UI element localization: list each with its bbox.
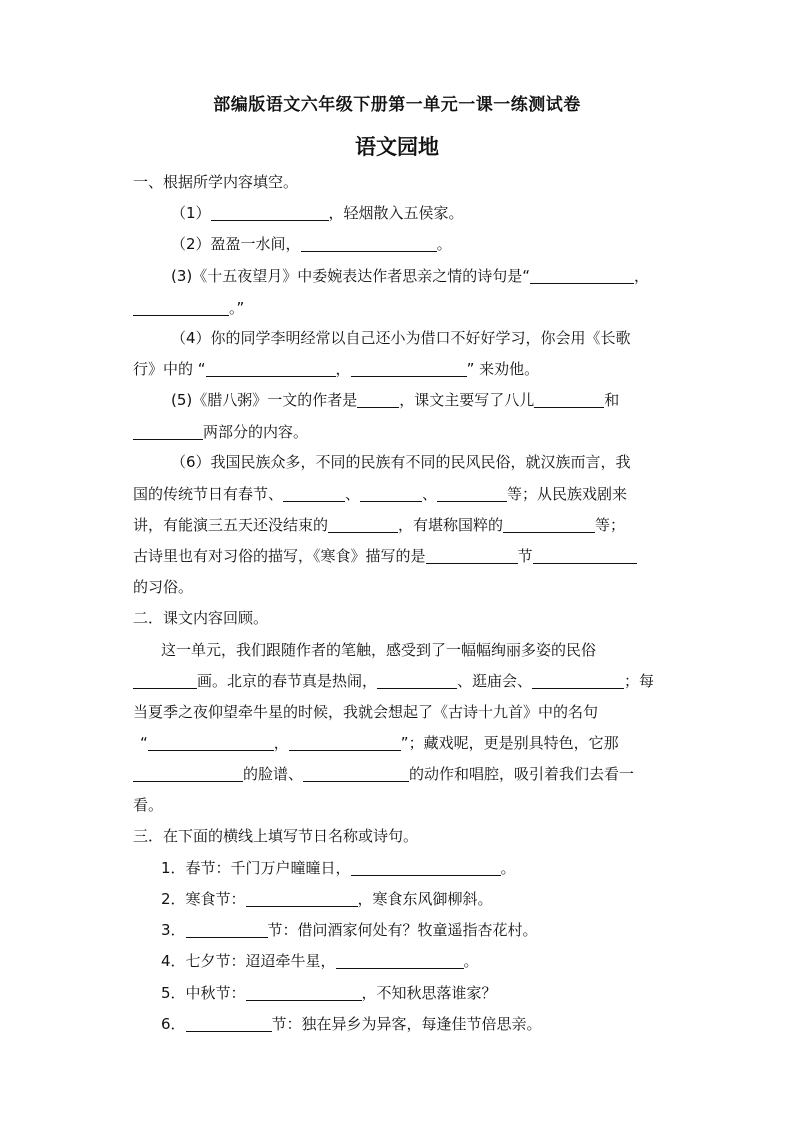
question-6: （6）我国民族众多，不同的民族有不同的民风民俗，就汉族而言，我: [171, 453, 631, 471]
blank[interactable]: [303, 765, 409, 782]
exam-title: 部编版语文六年级下册第一单元一课一练测试卷: [213, 95, 581, 115]
question-6-line2: 国的传统节日有春节、 、 、 等；从民族戏剧来: [133, 485, 628, 503]
blank[interactable]: [533, 547, 637, 564]
blank[interactable]: [246, 984, 362, 1001]
blank[interactable]: [437, 485, 507, 502]
blank[interactable]: [301, 235, 437, 252]
question-5: (5)《腊八粥》一文的作者是 ，课文主要写了八儿 和: [171, 391, 620, 409]
blank[interactable]: [532, 672, 624, 689]
blank[interactable]: [133, 672, 197, 689]
section3-heading: 三．在下面的横线上填写节日名称或诗句。: [133, 827, 419, 845]
question-3: (3)《十五夜望月》中委婉表达作者思亲之情的诗句是“ ，: [171, 267, 650, 285]
blank[interactable]: [133, 765, 243, 782]
blank[interactable]: [186, 1015, 272, 1032]
poem-item-4: 4．七夕节：迢迢牵牛星， 。: [161, 952, 479, 970]
poem-item-3: 3． 节：借问酒家何处有？牧童遥指杏花村。: [161, 921, 538, 939]
question-3-cont: 。”: [133, 298, 244, 318]
question-1: （1） ，轻烟散入五侯家。: [171, 204, 464, 222]
section2-line5: 的脸谱、 的动作和唱腔，吸引着我们去看一: [133, 764, 634, 784]
blank[interactable]: [148, 734, 274, 751]
section2-line4: “ ， ”；藏戏呢，更是别具特色，它那: [140, 734, 619, 752]
poem-item-5: 5．中秋节： ，不知秋思落谁家？: [161, 984, 497, 1002]
blank[interactable]: [360, 485, 422, 502]
question-5-cont: 两部分的内容。: [133, 422, 308, 442]
blank[interactable]: [377, 672, 457, 689]
question-6-line5: 的习俗。: [133, 578, 194, 596]
question-4: （4）你的同学李明经常以自己还小为借口不好好学习，你会用《长歌: [171, 329, 631, 347]
blank[interactable]: [283, 485, 345, 502]
blank[interactable]: [186, 921, 268, 938]
blank[interactable]: [426, 547, 518, 564]
blank[interactable]: [211, 204, 329, 221]
section2-heading: 二．课文内容回顾。: [133, 609, 269, 627]
question-4-cont: 行》中的 “ ， ” 来劝他。: [133, 360, 540, 378]
blank[interactable]: [328, 516, 398, 533]
blank[interactable]: [246, 890, 358, 907]
question-2: （2）盈盈一水间， 。: [171, 235, 452, 253]
section2-line3: 当夏季之夜仰望牵牛星的时候，我就会想起了《古诗十九首》中的名句: [133, 703, 599, 721]
section2-line6: 看。: [133, 796, 164, 814]
blank[interactable]: [133, 299, 229, 316]
blank[interactable]: [336, 952, 464, 969]
blank[interactable]: [534, 391, 604, 408]
blank[interactable]: [133, 423, 203, 440]
question-6-line4: 古诗里也有对习俗的描写，《寒食》描写的是 节: [133, 546, 637, 566]
blank[interactable]: [351, 360, 467, 377]
poem-item-1: 1．春节：千门万户曈曈日， 。: [161, 859, 516, 877]
blank[interactable]: [289, 734, 401, 751]
poem-item-6: 6． 节：独在异乡为异客，每逢佳节倍思亲。: [161, 1015, 542, 1033]
question-6-line3: 讲，有能演三五天还没结束的 ，有堪称国粹的 等；: [133, 516, 626, 534]
blank[interactable]: [503, 516, 595, 533]
section1-heading: 一、根据所学内容填空。: [133, 173, 299, 191]
blank[interactable]: [206, 360, 336, 377]
blank[interactable]: [530, 267, 634, 284]
lesson-subtitle: 语文园地: [355, 135, 439, 159]
section2-line1: 这一单元，我们跟随作者的笔触，感受到了一幅幅绚丽多姿的民俗: [161, 641, 597, 659]
blank[interactable]: [357, 391, 399, 408]
section2-line2: 画。北京的春节真是热闹， 、逛庙会、 ；每: [133, 671, 654, 691]
blank[interactable]: [351, 859, 501, 876]
poem-item-2: 2．寒食节： ，寒食东风御柳斜。: [161, 890, 493, 908]
